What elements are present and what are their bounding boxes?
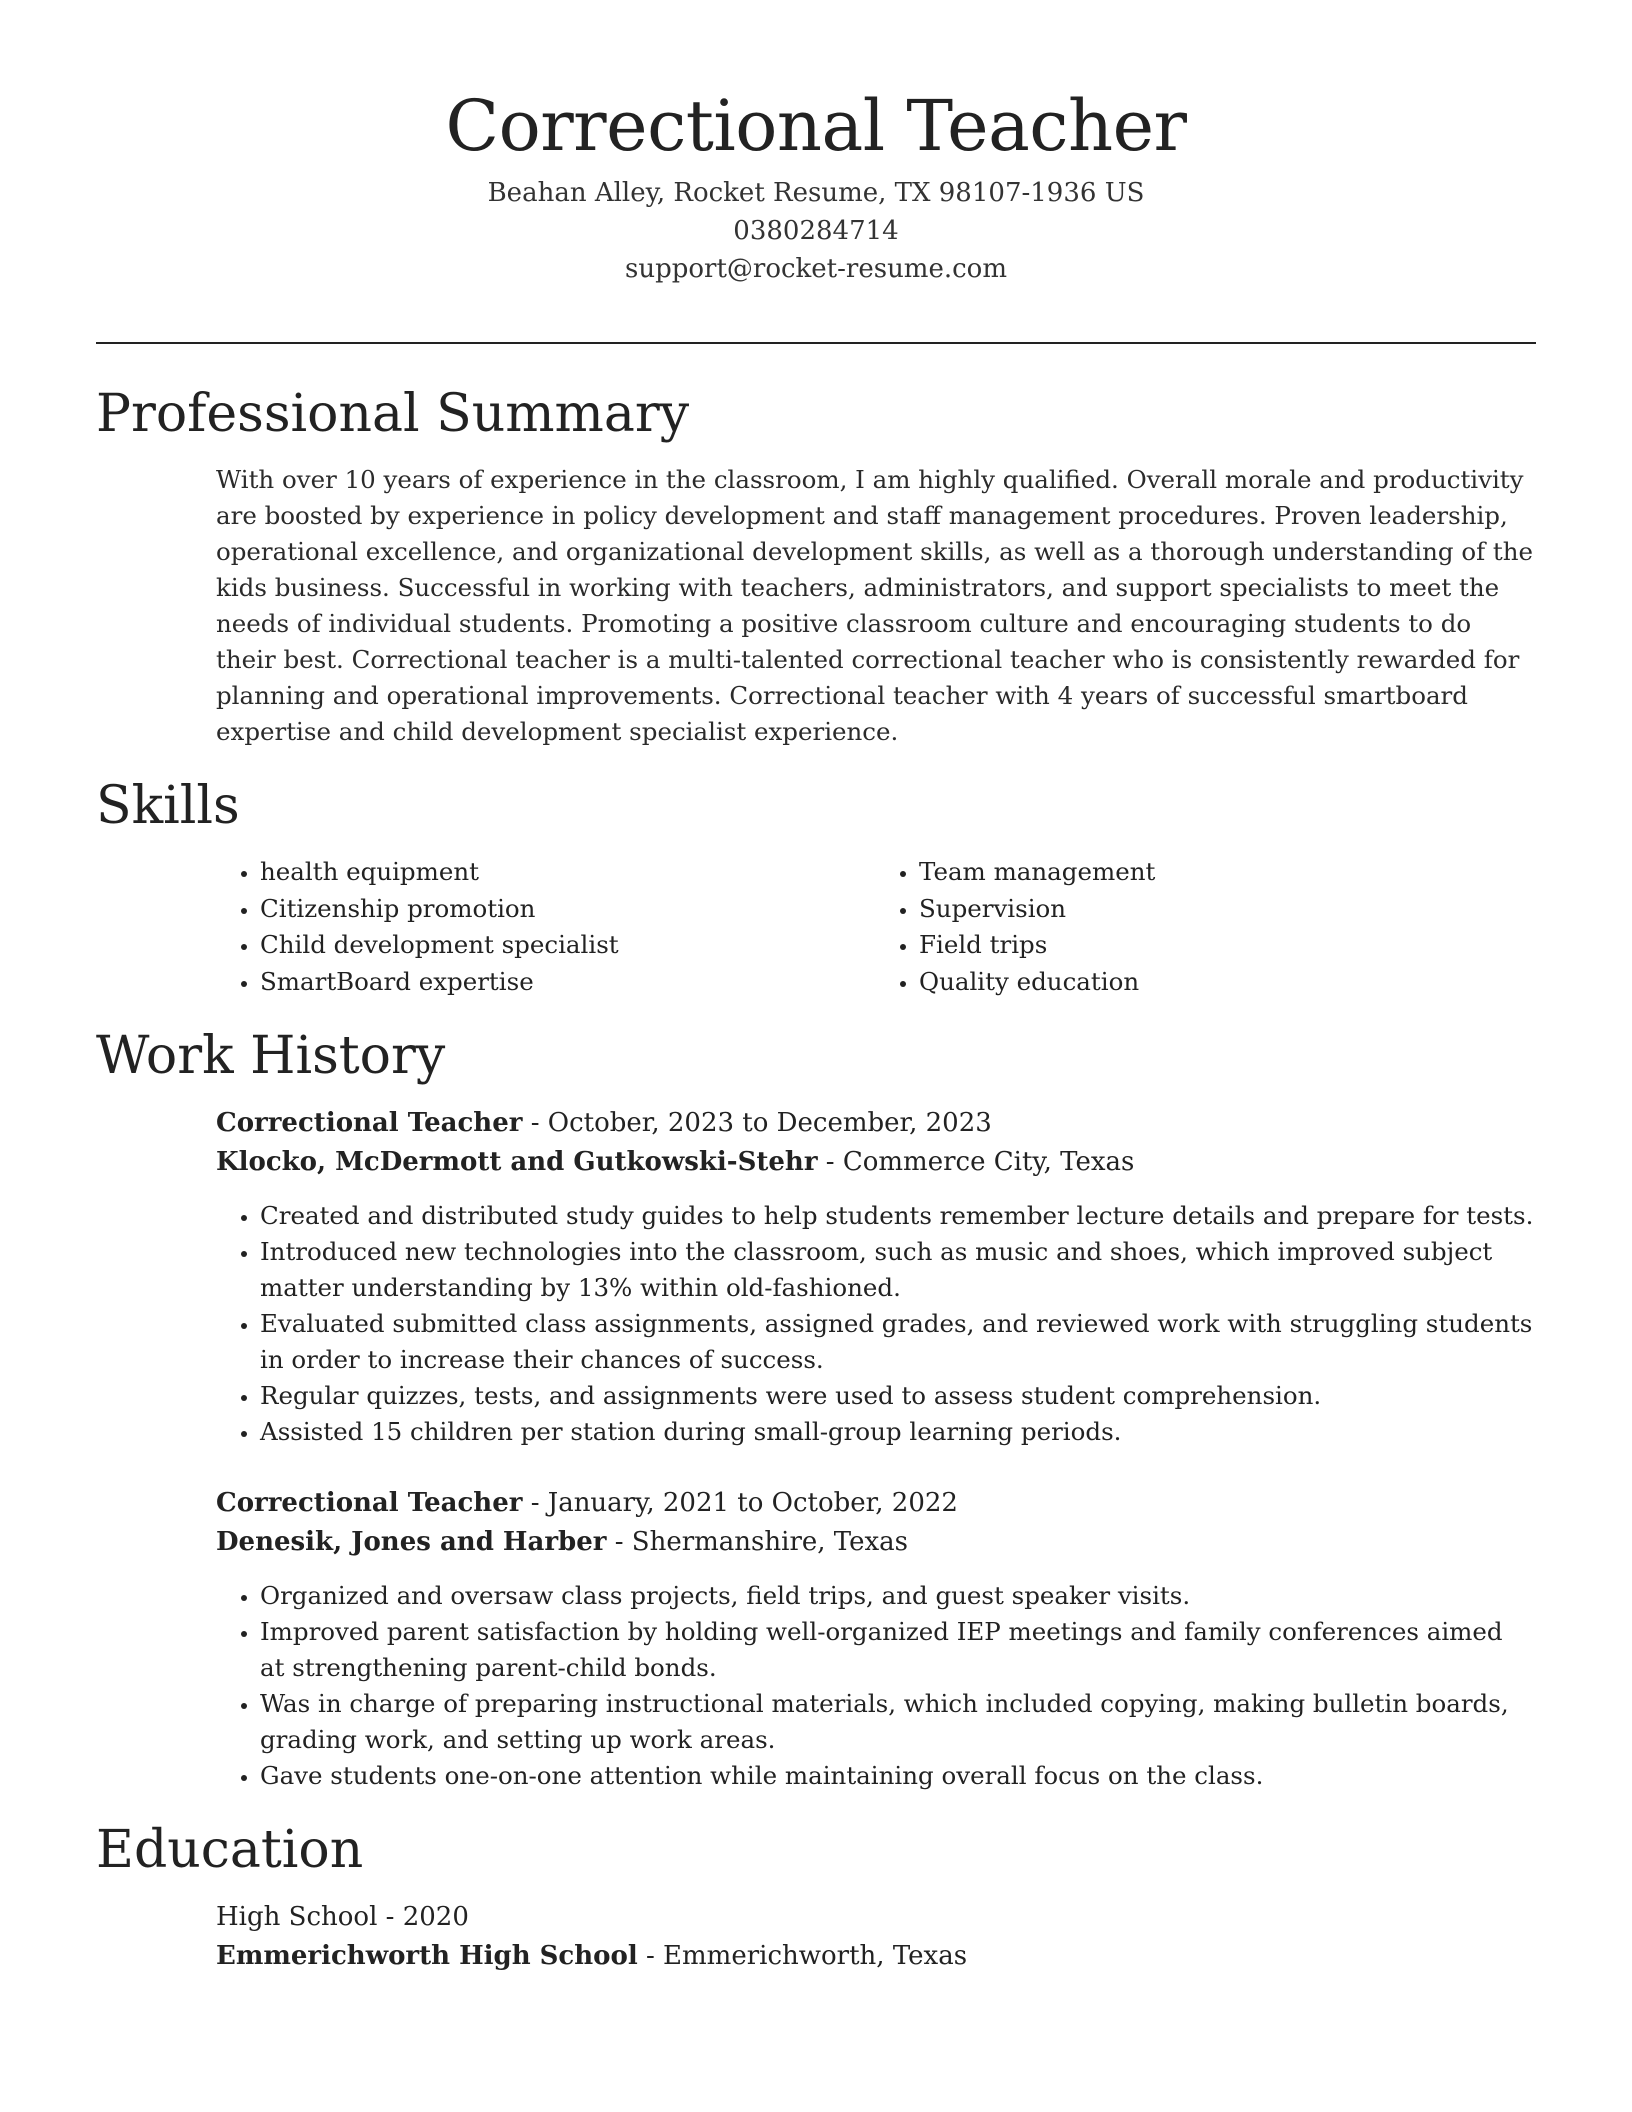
skill-item: • health equipment	[260, 854, 875, 891]
job-bullet: • Regular quizzes, tests, and assignments were used to assess student comprehension.	[260, 1378, 1534, 1414]
job-company: Denesik, Jones and Harber	[216, 1527, 607, 1557]
education-year: - 2020	[377, 1902, 469, 1932]
summary-heading: Professional Summary	[96, 384, 690, 444]
job-bullet: • Created and distributed study guides to help students remember lecture details and prepare for tests.	[260, 1198, 1534, 1234]
candidate-title: Correctional Teacher	[445, 85, 1187, 167]
job-bullet: • Assisted 15 children per station during small-group learning periods.	[260, 1414, 1534, 1450]
job-bullets	[216, 1198, 1534, 1450]
skill-item: • Field trips	[919, 927, 1534, 964]
skill-item: • Quality education	[919, 964, 1534, 1001]
education-school: Emmerichworth High School	[216, 1941, 638, 1971]
job-bullet: • Evaluated submitted class assignments, assigned grades, and reviewed work with struggling students in order to increase their chances of success.	[260, 1306, 1534, 1378]
education-school-line	[216, 1937, 1534, 1976]
skills-column-right	[875, 854, 1534, 1000]
skill-item: • Citizenship promotion	[260, 891, 875, 928]
contact-email: support@rocket-resume.com	[624, 254, 1007, 284]
education-entry	[216, 1898, 1534, 1976]
job-bullet: • Introduced new technologies into the classroom, such as music and shoes, which improved subject matter understanding by 13% within old-fashioned.	[260, 1234, 1534, 1306]
job-bullets	[216, 1578, 1534, 1794]
job-company-line	[216, 1523, 1534, 1562]
contact-phone: 0380284714	[733, 216, 899, 246]
education-degree: High School	[216, 1902, 378, 1932]
skill-item: • Team management	[919, 854, 1534, 891]
education-heading: Education	[96, 1820, 364, 1880]
job-location: - Shermanshire, Texas	[606, 1527, 909, 1557]
resume-header	[0, 78, 1632, 288]
skill-item: • Child development specialist	[260, 927, 875, 964]
summary-text: With over 10 years of experience in the classroom, I am highly qualified. Overall morale and productivity are boosted by experience in policy development and staff management procedures. Proven leadership, operational excellence, and organizational development skills, as well as a thorough understanding of the kids business. Successful in working with teachers, administrators, and support specialists to meet the needs of individual students. Promoting a positive classroom culture and encouraging students to do their best. Correctional teacher is a multi-talented correctional teacher who is consistently rewarded for planning and operational improvements. Correctional teacher with 4 years of successful smartboard expertise and child development specialist experience.	[216, 465, 1534, 746]
work-history-heading: Work History	[96, 1026, 446, 1086]
skill-item: • Supervision	[919, 891, 1534, 928]
job-bullet: • Gave students one-on-one attention while maintaining overall focus on the class.	[260, 1758, 1534, 1794]
job-title-line	[216, 1484, 1534, 1523]
job-company-line	[216, 1143, 1534, 1182]
header-divider	[96, 342, 1536, 344]
job-bullet: • Organized and oversaw class projects, field trips, and guest speaker visits.	[260, 1578, 1534, 1614]
job-location: - Commerce City, Texas	[817, 1147, 1135, 1177]
skills-list	[216, 854, 1534, 1000]
job-bullet: • Improved parent satisfaction by holding well-organized IEP meetings and family conferences aimed at strengthening parent-child bonds.	[260, 1614, 1534, 1686]
job-company: Klocko, McDermott and Gutkowski-Stehr	[216, 1147, 818, 1177]
education-degree-line	[216, 1898, 1534, 1937]
job-title: Correctional Teacher	[216, 1108, 523, 1138]
job-dates: - October, 2023 to December, 2023	[522, 1108, 992, 1138]
job-title-line	[216, 1104, 1534, 1143]
contact-address: Beahan Alley, Rocket Resume, TX 98107-1936 US	[487, 178, 1145, 208]
skills-column-left	[216, 854, 875, 1000]
job-bullet: • Was in charge of preparing instructional materials, which included copying, making bulletin boards, grading work, and setting up work areas.	[260, 1686, 1534, 1758]
skills-heading: Skills	[96, 776, 240, 836]
job-header	[216, 1484, 1534, 1562]
education-location: - Emmerichworth, Texas	[637, 1941, 968, 1971]
job-dates: - January, 2021 to October, 2022	[522, 1488, 958, 1518]
skill-item: • SmartBoard expertise	[260, 964, 875, 1001]
job-header	[216, 1104, 1534, 1182]
job-title: Correctional Teacher	[216, 1488, 523, 1518]
